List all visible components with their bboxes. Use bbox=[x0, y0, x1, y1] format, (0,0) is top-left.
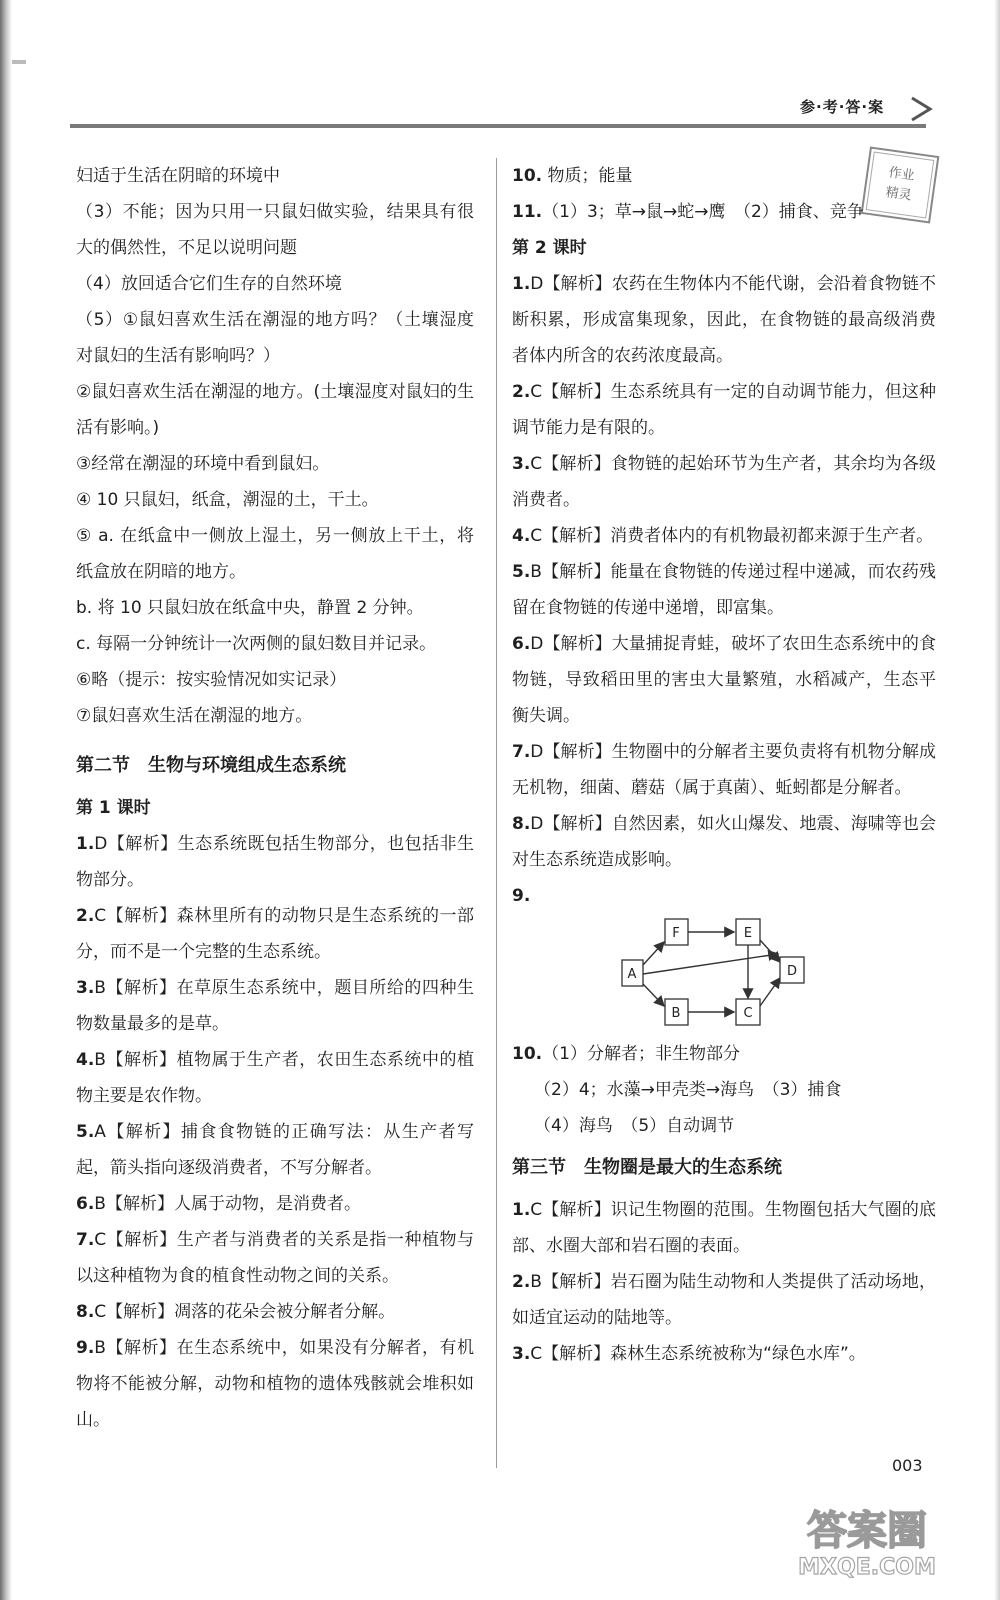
answer-text: A【解析】捕食食物链的正确写法：从生产者写起，箭头指向逐级消费者，不写分解者。 bbox=[76, 1122, 474, 1178]
answer-number: 6. bbox=[76, 1194, 95, 1214]
left-text: ③经常在潮湿的环境中看到鼠妇。 bbox=[76, 454, 330, 474]
answer-item bbox=[512, 446, 936, 518]
answer-text: C【解析】森林生态系统被称为“绿色水库”。 bbox=[530, 1344, 866, 1364]
answer-number: 1. bbox=[512, 274, 531, 294]
answer-item bbox=[512, 1192, 936, 1264]
diagram-nodes-layer bbox=[512, 914, 936, 1036]
answer-number: 4. bbox=[76, 1050, 95, 1070]
left-text: （4）放回适合它们生存的自然环境 bbox=[76, 274, 342, 294]
answer-item bbox=[76, 1222, 474, 1294]
node-e-label: E bbox=[743, 926, 753, 941]
food-web-diagram bbox=[512, 914, 936, 1036]
answer-text: （4）海鸟 （5）自动调节 bbox=[534, 1116, 735, 1136]
node-d-label: D bbox=[786, 964, 798, 979]
stamp-line2: 精灵 bbox=[884, 185, 913, 204]
answer-item bbox=[512, 374, 936, 446]
answer-number: 6. bbox=[512, 634, 531, 654]
arrow-e-to-d bbox=[760, 940, 780, 962]
answer-text: C【解析】森林里所有的动物只是生态系统的一部分，而不是一个完整的生态系统。 bbox=[76, 906, 474, 962]
left-text: ⑥略（提示：按实验情况如实记录） bbox=[76, 670, 347, 690]
answer-text: D【解析】农药在生物体内不能代谢，会沿着食物链不断积累，形成富集现象，因此，在食物链的最高级消费者体内所含的农药浓度最高。 bbox=[512, 274, 936, 366]
answer-number: 3. bbox=[512, 454, 531, 474]
answer-number: 2. bbox=[76, 906, 95, 926]
answer-text: C【解析】消费者体内的有机物最初都来源于生产者。 bbox=[530, 526, 934, 546]
left-column bbox=[76, 158, 474, 1438]
left-text: ②鼠妇喜欢生活在潮湿的地方。(土壤湿度对鼠妇的生活有影响。) bbox=[76, 382, 474, 438]
corner-mark bbox=[12, 60, 26, 64]
answer-text: C【解析】凋落的花朵会被分解者分解。 bbox=[94, 1302, 396, 1322]
answer-item bbox=[76, 1330, 474, 1438]
stamp-line1: 作业 bbox=[887, 165, 916, 184]
answer-number: 10. bbox=[512, 166, 543, 186]
answer-item bbox=[76, 1042, 474, 1114]
answer-number: 3. bbox=[512, 1344, 531, 1364]
answer-item bbox=[76, 898, 474, 970]
answer-item bbox=[512, 806, 936, 878]
node-f-label: F bbox=[672, 926, 680, 941]
answer-number: 5. bbox=[76, 1122, 95, 1142]
page-shadow-right bbox=[994, 0, 1000, 1600]
left-text: b. 将 10 只鼠妇放在纸盒中央，静置 2 分钟。 bbox=[76, 598, 424, 618]
svg-text:答案圈: 答案圈 bbox=[807, 1508, 927, 1554]
answer-item bbox=[76, 1294, 474, 1330]
watermark-logo bbox=[762, 1500, 972, 1580]
answer-item bbox=[512, 734, 936, 806]
answer-text: C【解析】生态系统具有一定的自动调节能力，但这种调节能力是有限的。 bbox=[512, 382, 936, 438]
answer-number: 8. bbox=[76, 1302, 95, 1322]
answer-number: 1. bbox=[76, 834, 95, 854]
answer-item bbox=[512, 1336, 936, 1372]
answer-text: （2）4；水藻→甲壳类→海鸟 （3）捕食 bbox=[534, 1080, 842, 1100]
answer-text: （1）分解者；非生物部分 bbox=[542, 1044, 740, 1064]
answer-text: 物质；能量 bbox=[547, 166, 633, 186]
answer-text: B【解析】植物属于生产者，农田生态系统中的植物主要是农作物。 bbox=[76, 1050, 474, 1106]
answer-number: 11. bbox=[512, 202, 543, 222]
node-a-label: A bbox=[627, 967, 637, 982]
arrow-a-to-f bbox=[643, 942, 664, 965]
chevron-right-icon bbox=[906, 95, 936, 123]
answer-number: 2. bbox=[512, 1272, 531, 1292]
left-text: ④ 10 只鼠妇，纸盒，潮湿的土，干土。 bbox=[76, 490, 379, 510]
answer-text: B【解析】岩石圈为陆生动物和人类提供了活动场地，如适宜运动的陆地等。 bbox=[512, 1272, 936, 1328]
answer-item bbox=[512, 626, 936, 734]
answer-item bbox=[76, 970, 474, 1042]
page-shadow-left bbox=[0, 0, 12, 1600]
column-divider bbox=[496, 158, 497, 1468]
left-text: 妇适于生活在阴暗的环境中 bbox=[76, 166, 280, 186]
answer-text: B【解析】在草原生态系统中，题目所给的四种生物数量最多的是草。 bbox=[76, 978, 474, 1034]
left-text: （5）①鼠妇喜欢生活在潮湿的地方吗？（土壤湿度对鼠妇的生活有影响吗？） bbox=[76, 310, 474, 366]
left-text: ⑦鼠妇喜欢生活在潮湿的地方。 bbox=[76, 706, 313, 726]
answer-item bbox=[512, 554, 936, 626]
node-c-label: C bbox=[743, 1006, 753, 1021]
answer-text: D【解析】生物圈中的分解者主要负责将有机物分解成无机物，细菌、蘑菇（属于真菌）、蚯蚓都是分解者。 bbox=[512, 742, 936, 798]
answer-text: B【解析】能量在食物链的传递过程中递减，而农药残留在食物链的传递中递增，即富集。 bbox=[512, 562, 936, 618]
right-column bbox=[512, 158, 936, 1372]
answer-text: B【解析】在生态系统中，如果没有分解者，有机物将不能被分解，动物和植物的遗体残骸就会堆积如山。 bbox=[76, 1338, 474, 1430]
answer-text: （1）3；草→鼠→蛇→鹰 （2）捕食、竞争 bbox=[542, 202, 864, 222]
answer-number: 2. bbox=[512, 382, 531, 402]
answer-item bbox=[76, 1186, 474, 1222]
answer-text: D【解析】大量捕捉青蛙，破坏了农田生态系统中的食物链，导致稻田里的害虫大量繁殖，水稻减产，生态平衡失调。 bbox=[512, 634, 936, 726]
answer-number: 7. bbox=[512, 742, 531, 762]
section-title: 第二节 生物与环境组成生态系统 bbox=[76, 755, 346, 776]
answer-item bbox=[512, 194, 936, 230]
answer-text: C【解析】食物链的起始环节为生产者，其余均为各级消费者。 bbox=[512, 454, 936, 510]
answer-item bbox=[76, 826, 474, 898]
arrow-c-to-d bbox=[760, 978, 780, 1006]
answer-item bbox=[76, 1114, 474, 1186]
answer-item bbox=[512, 158, 936, 194]
answer-text: D【解析】生态系统既包括生物部分，也包括非生物部分。 bbox=[76, 834, 474, 890]
answer-text: B【解析】人属于动物，是消费者。 bbox=[94, 1194, 361, 1214]
answer-number: 1. bbox=[512, 1200, 531, 1220]
header-rule bbox=[70, 124, 926, 128]
lesson-title: 第 1 课时 bbox=[76, 798, 151, 818]
answer-number: 8. bbox=[512, 814, 531, 834]
answer-item bbox=[512, 1264, 936, 1336]
arrow-a-to-b bbox=[643, 984, 664, 1006]
node-b-label: B bbox=[671, 1006, 681, 1021]
answer-number: 3. bbox=[76, 978, 95, 998]
answer-item bbox=[512, 1036, 936, 1072]
answer-number: 5. bbox=[512, 562, 531, 582]
lesson-title: 第 2 课时 bbox=[512, 238, 587, 258]
left-text: c. 每隔一分钟统计一次两侧的鼠妇数目并记录。 bbox=[76, 634, 437, 654]
svg-text:MXQE.COM: MXQE.COM bbox=[798, 1555, 936, 1580]
page-number: 003 bbox=[892, 1456, 923, 1475]
answer-number: 9. bbox=[512, 886, 531, 906]
left-text: ⑤ a. 在纸盒中一侧放上湿土，另一侧放上干土，将纸盒放在阴暗的地方。 bbox=[76, 526, 474, 582]
arrow-a-to-d bbox=[643, 954, 778, 974]
answer-item bbox=[512, 518, 936, 554]
answer-text: C【解析】生产者与消费者的关系是指一种植物与以这种植物为食的植食性动物之间的关系。 bbox=[76, 1230, 474, 1286]
answer-text: D【解析】自然因素，如火山爆发、地震、海啸等也会对生态系统造成影响。 bbox=[512, 814, 936, 870]
answer-number: 4. bbox=[512, 526, 531, 546]
answer-number: 9. bbox=[76, 1338, 95, 1358]
answer-item bbox=[512, 266, 936, 374]
answer-number: 7. bbox=[76, 1230, 95, 1250]
left-text: （3）不能；因为只用一只鼠妇做实验，结果具有很大的偶然性，不足以说明问题 bbox=[76, 202, 474, 258]
header-label: 参·考·答·案 bbox=[800, 98, 885, 116]
section-title: 第三节 生物圈是最大的生态系统 bbox=[512, 1157, 782, 1178]
answer-text: C【解析】识记生物圈的范围。生物圈包括大气圈的底部、水圈大部和岩石圈的表面。 bbox=[512, 1200, 936, 1256]
answer-number: 10. bbox=[512, 1044, 543, 1064]
